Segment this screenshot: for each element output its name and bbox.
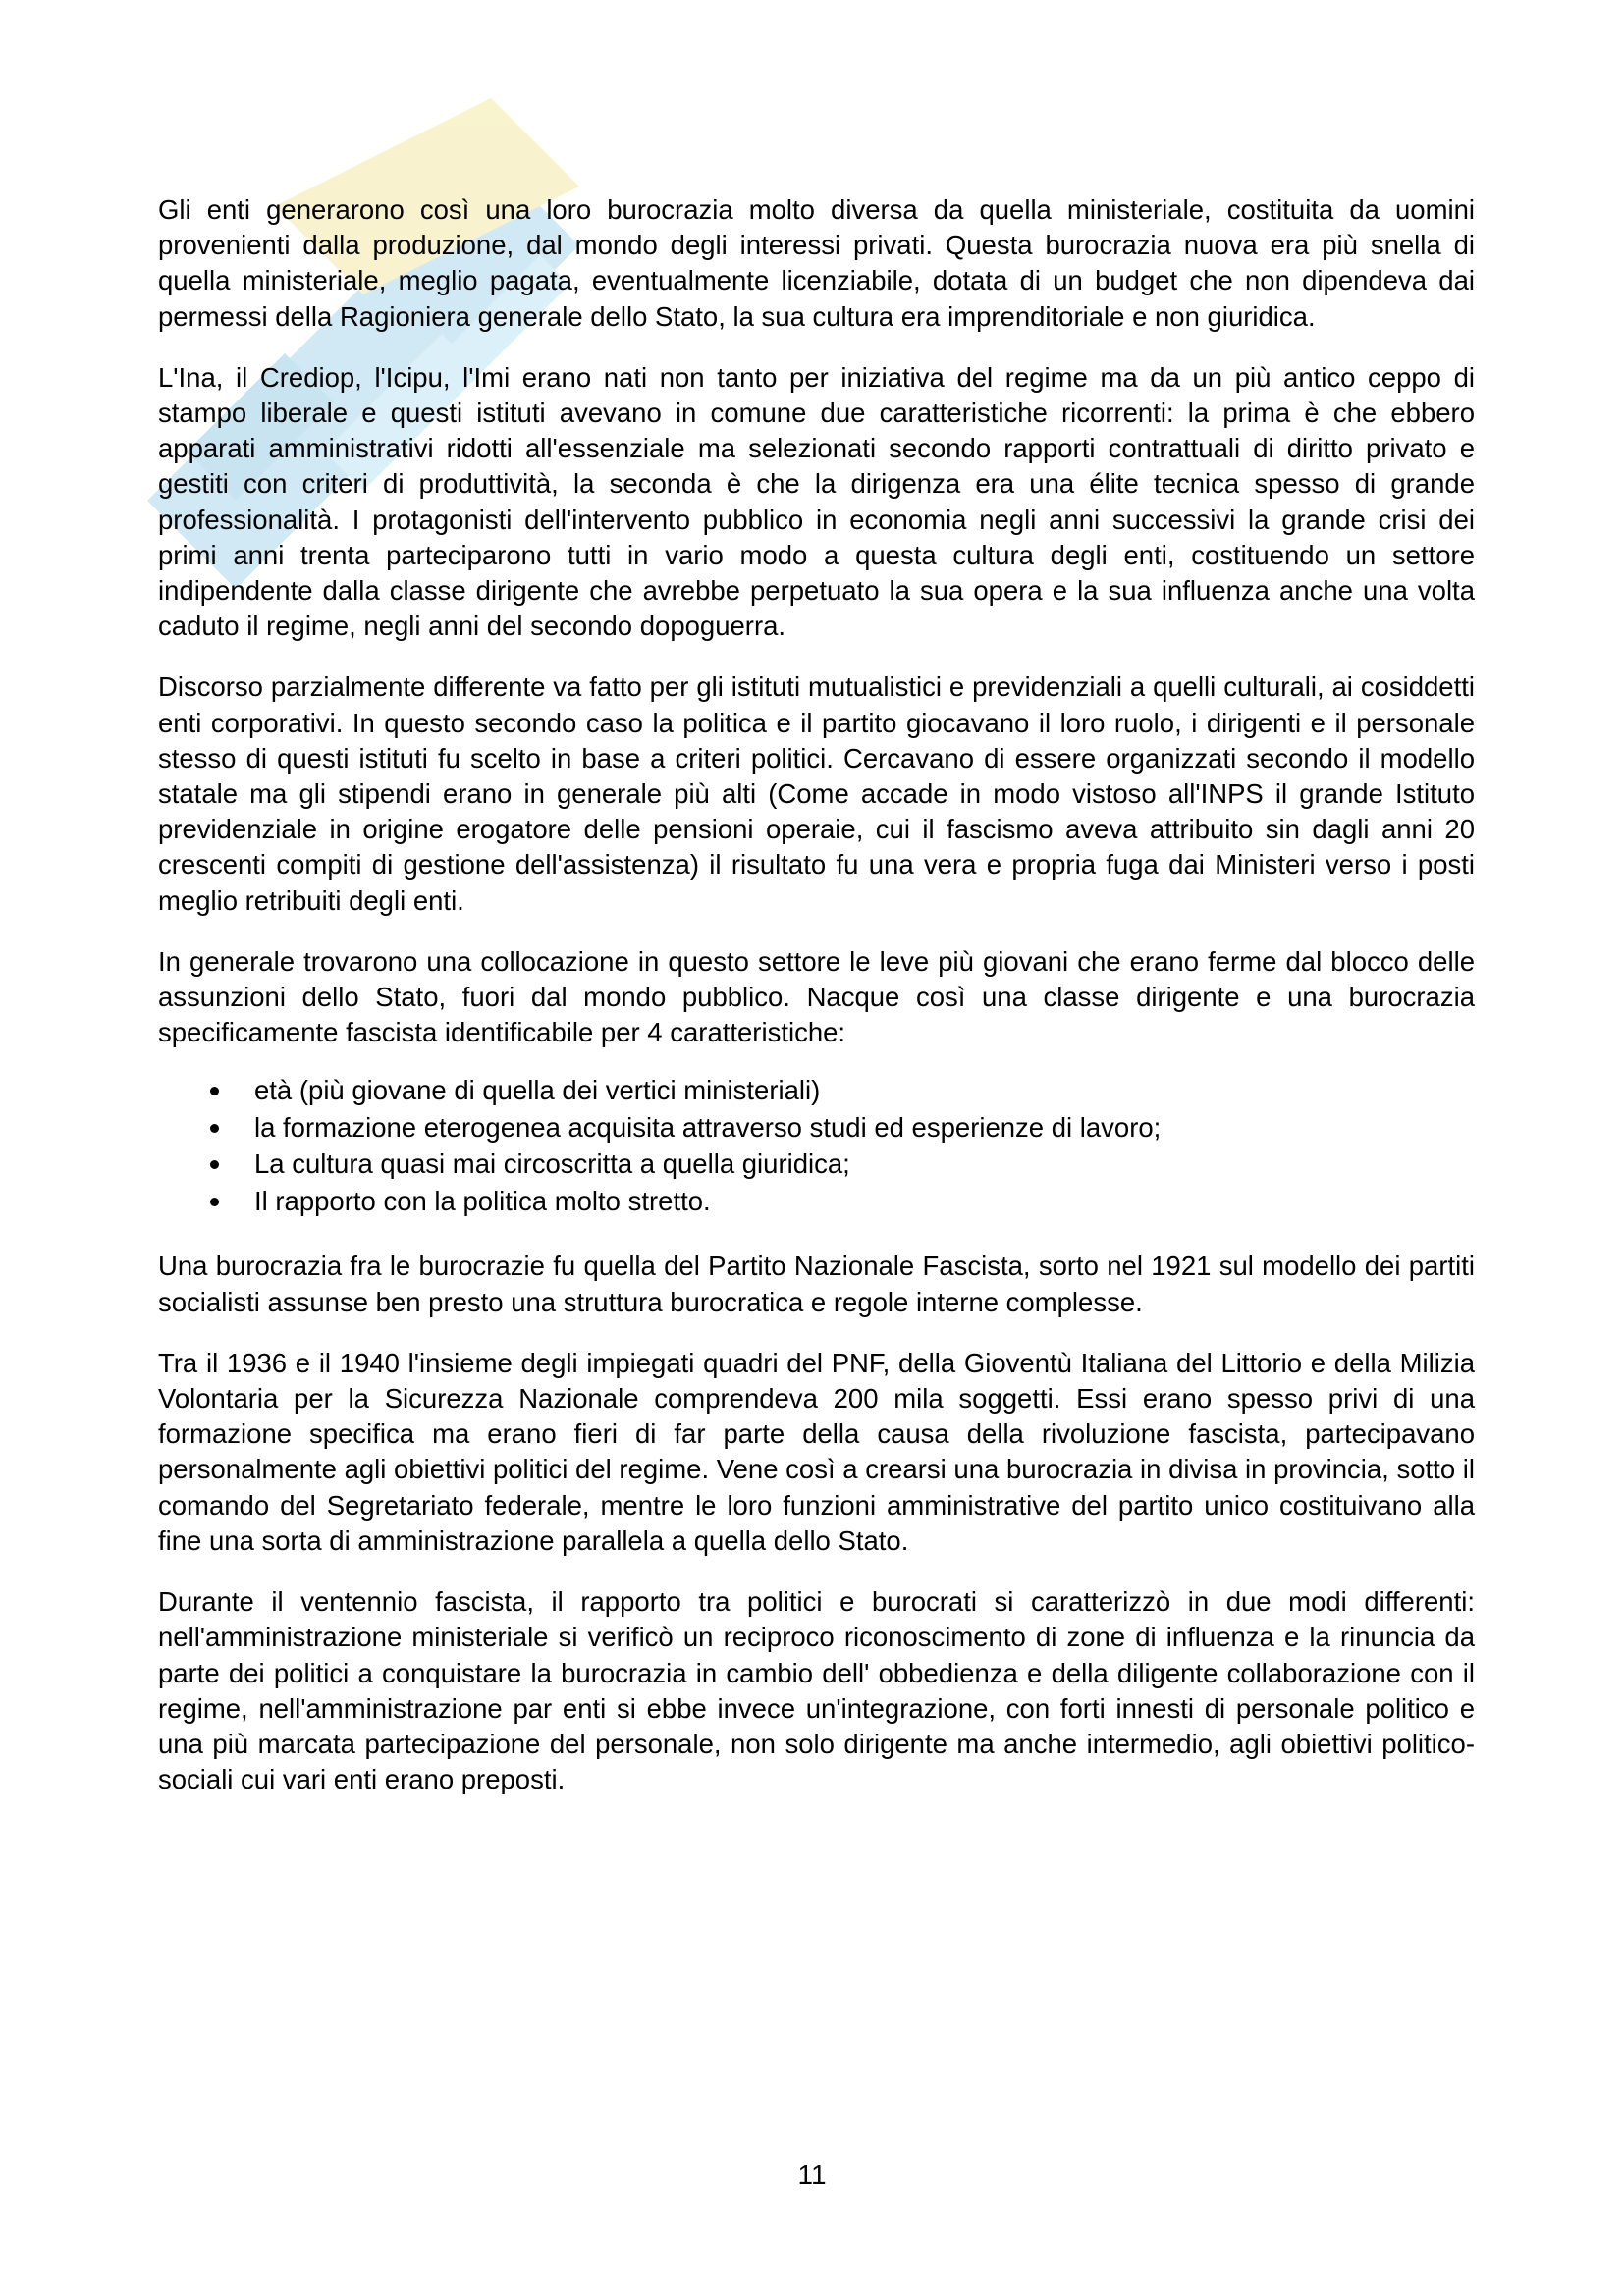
page-number: 11: [797, 2160, 827, 2190]
list-item: [158, 1183, 1475, 1220]
bullet-dot-icon: [210, 1124, 219, 1133]
paragraph-enti-corporativi: Discorso parzialmente differente va fatto per gli istituti mutualistici e previdenziali a quelli culturali, ai cosiddetti enti corporativi. In questo secondo caso la politica e il partito giocavano il loro ruolo, i dirigenti e il personale stesso di questi istituti fu scelto in base a criteri politici. Cercavano di essere organizzati secondo il modello statale ma gli stipendi erano in generale più alti (Come accade in modo vistoso all'INPS il grande Istituto previdenziale in origine erogatore delle pensioni operaie, cui il fascismo aveva attribuito sin dagli anni 20 crescenti compiti di gestione dell'assistenza) il risultato fu una vera e propria fuga dai Ministeri verso i posti meglio retribuiti degli enti.: [158, 671, 1475, 916]
bullet-dot-icon: [210, 1160, 219, 1169]
list-item-text: La cultura quasi mai circoscritta a quella giuridica;: [254, 1148, 850, 1180]
paragraph-leve-giovani: In generale trovarono una collocazione in questo settore le leve più giovani che erano ferme dal blocco delle assunzioni dello Stato, fuori dal mondo pubblico. Nacque così una classe dirigente e una burocrazia specificamente fascista identificabile per 4 caratteristiche:: [158, 945, 1475, 1048]
paragraph-enti-burocrazia: Gli enti generarono così una loro burocrazia molto diversa da quella ministeriale, costituita da uomini provenienti dalla produzione, dal mondo degli interessi privati. Questa burocrazia nuova era più snella di quella ministeriale, meglio pagata, eventualmente licenziabile, dotata di un budget che non dipendeva dai permessi della Ragioniera generale dello Stato, la sua cultura era imprenditoriale e non giuridica.: [158, 194, 1475, 332]
characteristics-list: [158, 1072, 1475, 1219]
paragraph-impiegati-pnf: Tra il 1936 e il 1940 l'insieme degli impiegati quadri del PNF, della Gioventù Italiana del Littorio e della Milizia Volontaria per la Sicurezza Nazionale comprendeva 200 mila soggetti. Essi erano spesso privi di una formazione specifica ma erano fieri di far parte della causa della rivoluzione fascista, partecipavano personalmente agli obiettivi politici del regime. Vene così a crearsi una burocrazia in divisa in provincia, sotto il comando del Segretariato federale, mentre le loro funzioni amministrative del partito unico costituivano alla fine una sorta di amministrazione parallela a quella dello Stato.: [158, 1347, 1475, 1556]
paragraph-pnf: Una burocrazia fra le burocrazie fu quella del Partito Nazionale Fascista, sorto nel 1921 sul modello dei partiti socialisti assunse ben presto una struttura burocratica e regole interne complesse.: [158, 1251, 1475, 1317]
list-item: [158, 1072, 1475, 1109]
list-item-text: la formazione eterogenea acquisita attraverso studi ed esperienze di lavoro;: [254, 1111, 1162, 1143]
list-item: [158, 1109, 1475, 1147]
list-item: [158, 1146, 1475, 1183]
paragraph-ventennio: Durante il ventennio fascista, il rapporto tra politici e burocrati si caratterizzò in due modi differenti: nell'amministrazione ministeriale si verificò un reciproco riconoscimento di zone di influenza e la rinuncia da parte dei politici a conquistare la burocrazia in cambio dell' obbedienza e della diligente collaborazione con il regime, nell'amministrazione par enti si ebbe invece un'integrazione, con forti innesti di personale politico e una più marcata partecipazione del personale, non solo dirigente ma anche intermedio, agli obiettivi politico-sociali cui vari enti erano preposti.: [158, 1586, 1475, 1795]
list-item-text: Il rapporto con la politica molto stretto.: [254, 1185, 711, 1216]
document-page: [158, 192, 1475, 1823]
bullet-dot-icon: [210, 1198, 219, 1206]
paragraph-istituti-liberali: L'Ina, il Crediop, l'Icipu, l'Imi erano nati non tanto per iniziativa del regime ma da un più antico ceppo di stampo liberale e questi istituti avevano in comune due caratteristiche ricorrenti: la prima è che ebbero apparati amministrativi ridotti all'essenziale ma selezionati secondo rapporti contrattuali di diritto privato e gestiti con criteri di produttività, la seconda è che la dirigenza era una élite tecnica spesso di grande professionalità. I protagonisti dell'intervento pubblico in economia negli anni successivi la grande crisi dei primi anni trenta parteciparono tutti in vario modo a questa cultura degli enti, costituendo un settore indipendente dalla classe dirigente che avrebbe perpetuato la sua opera e la sua influenza anche una volta caduto il regime, negli anni del secondo dopoguerra.: [158, 361, 1475, 642]
bullet-dot-icon: [210, 1087, 219, 1095]
list-item-text: età (più giovane di quella dei vertici ministeriali): [254, 1075, 821, 1106]
